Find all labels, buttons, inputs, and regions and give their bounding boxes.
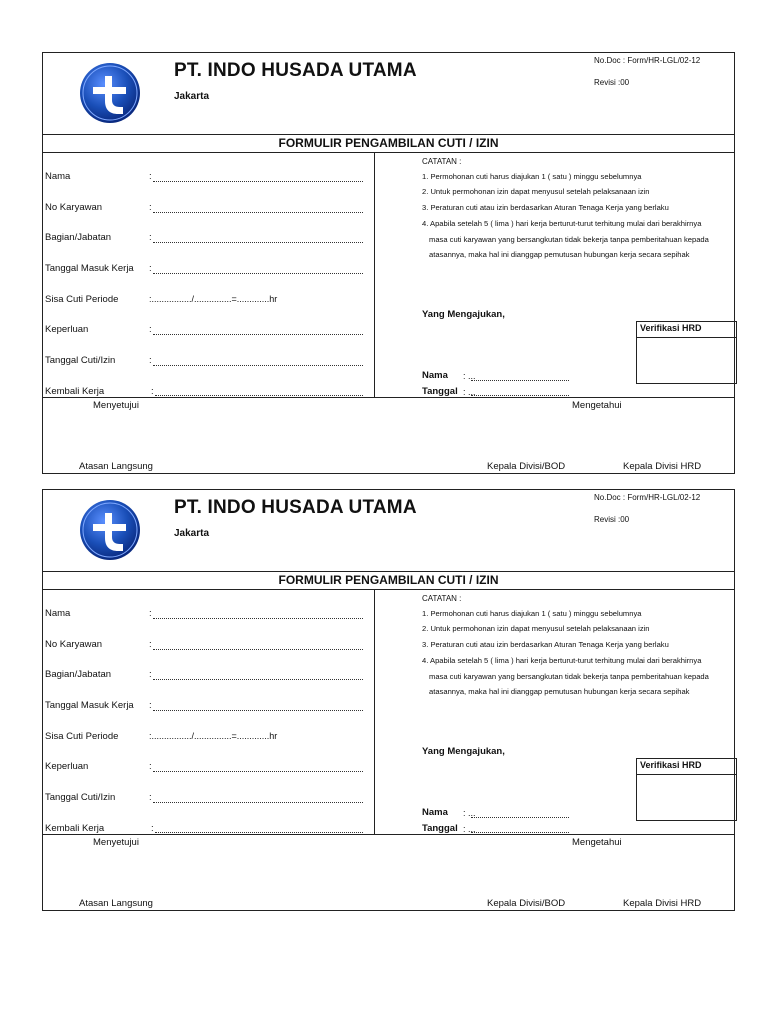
sisa-cuti-input[interactable]: :................/...............=.............hr xyxy=(149,731,278,741)
field-label-no-karyawan: No Karyawan xyxy=(45,202,103,213)
kembali-kerja-input-line[interactable] xyxy=(155,395,363,396)
applicant-nama-label: Nama xyxy=(422,807,448,818)
applicant-nama-colon: : ... xyxy=(463,808,476,818)
field-colon: : xyxy=(149,202,152,213)
company-logo-icon xyxy=(79,62,141,124)
tanggal-masuk-input-line[interactable] xyxy=(153,710,363,711)
doc-number: No.Doc : Form/HR-LGL/02-12 xyxy=(594,493,701,502)
field-colon: : xyxy=(149,700,152,711)
divider xyxy=(43,134,734,135)
field-colon: : xyxy=(151,823,154,834)
kepala-divisi-bod-signature[interactable]: Kepala Divisi/BOD xyxy=(487,898,566,909)
kepala-divisi-bod-signature[interactable]: Kepala Divisi/BOD xyxy=(487,461,566,472)
note-item: masa cuti karyawan yang bersangkutan tidak bekerja tanpa pemberitahuan kepada xyxy=(429,672,709,681)
tanggal-masuk-input-line[interactable] xyxy=(153,273,363,274)
catatan-title: CATATAN : xyxy=(422,594,462,603)
applicant-tanggal-label: Tanggal xyxy=(422,823,458,834)
kepala-divisi-hrd-signature[interactable]: Kepala Divisi HRD xyxy=(623,898,702,909)
field-label-bagian-jabatan: Bagian/Jabatan xyxy=(45,669,112,680)
field-colon: : xyxy=(149,792,152,803)
field-colon: : xyxy=(149,171,152,182)
field-label-tanggal-masuk-kerja: Tanggal Masuk Kerja xyxy=(45,700,134,711)
field-colon: : xyxy=(149,355,152,366)
applicant-nama-input-line[interactable] xyxy=(471,817,569,818)
field-label-tanggal-cuti: Tanggal Cuti/Izin xyxy=(45,355,116,366)
mengetahui-label: Mengetahui xyxy=(572,837,622,848)
verifikasi-hrd-box[interactable] xyxy=(636,758,737,821)
no-karyawan-input-line[interactable] xyxy=(153,212,363,213)
field-label-sisa-cuti: Sisa Cuti Periode xyxy=(45,294,119,305)
applicant-nama-label: Nama xyxy=(422,370,448,381)
field-label-nama: Nama xyxy=(45,171,71,182)
nama-input-line[interactable] xyxy=(153,181,363,182)
field-colon: : xyxy=(149,232,152,243)
leave-form xyxy=(42,489,735,911)
leave-form xyxy=(42,52,735,474)
field-colon: : xyxy=(149,324,152,335)
divider xyxy=(637,337,736,338)
field-colon: : xyxy=(149,761,152,772)
field-colon: : xyxy=(149,639,152,650)
applicant-tanggal-input-line[interactable] xyxy=(471,832,569,833)
field-colon: : xyxy=(149,263,152,274)
company-name: PT. INDO HUSADA UTAMA xyxy=(174,497,417,518)
company-name: PT. INDO HUSADA UTAMA xyxy=(174,60,417,81)
menyetujui-label: Menyetujui xyxy=(93,400,139,411)
applicant-nama-input-line[interactable] xyxy=(471,380,569,381)
field-colon: : xyxy=(149,608,152,619)
doc-revision: Revisi :00 xyxy=(594,78,630,87)
divider xyxy=(43,152,734,153)
field-colon: : xyxy=(149,669,152,680)
column-divider xyxy=(374,152,375,397)
note-item: 1. Permohonan cuti harus diajukan 1 ( satu ) minggu sebelumnya xyxy=(422,172,642,181)
field-colon: : xyxy=(151,386,154,397)
field-label-kembali-kerja: Kembali Kerja xyxy=(45,386,105,397)
kembali-kerja-input-line[interactable] xyxy=(155,832,363,833)
note-item: 1. Permohonan cuti harus diajukan 1 ( satu ) minggu sebelumnya xyxy=(422,609,642,618)
applicant-tanggal-colon: : ... xyxy=(463,824,476,834)
atasan-langsung-signature[interactable]: Atasan Langsung xyxy=(79,461,153,472)
field-label-bagian-jabatan: Bagian/Jabatan xyxy=(45,232,112,243)
tanggal-cuti-input-line[interactable] xyxy=(153,365,363,366)
doc-revision: Revisi :00 xyxy=(594,515,630,524)
field-label-tanggal-cuti: Tanggal Cuti/Izin xyxy=(45,792,116,803)
note-item: atasannya, maka hal ini dianggap pemutusan hubungan kerja secara sepihak xyxy=(429,250,690,259)
note-item: 4. Apabila setelah 5 ( lima ) hari kerja berturut-turut terhitung mulai dari berakhirnya xyxy=(422,219,702,228)
divider xyxy=(43,397,734,398)
company-city: Jakarta xyxy=(174,528,210,539)
keperluan-input-line[interactable] xyxy=(153,771,363,772)
kepala-divisi-hrd-signature[interactable]: Kepala Divisi HRD xyxy=(623,461,702,472)
divider xyxy=(637,774,736,775)
tanggal-cuti-input-line[interactable] xyxy=(153,802,363,803)
note-item: 2. Untuk permohonan izin dapat menyusul setelah pelaksanaan izin xyxy=(422,187,650,196)
applicant-nama-colon: : ... xyxy=(463,371,476,381)
company-logo-icon xyxy=(79,499,141,561)
keperluan-input-line[interactable] xyxy=(153,334,363,335)
field-label-no-karyawan: No Karyawan xyxy=(45,639,103,650)
applicant-tanggal-colon: : ... xyxy=(463,387,476,397)
catatan-title: CATATAN : xyxy=(422,157,462,166)
divider xyxy=(43,589,734,590)
applicant-tanggal-input-line[interactable] xyxy=(471,395,569,396)
no-karyawan-input-line[interactable] xyxy=(153,649,363,650)
yang-mengajukan-label: Yang Mengajukan, xyxy=(422,746,505,757)
menyetujui-label: Menyetujui xyxy=(93,837,139,848)
field-label-tanggal-masuk-kerja: Tanggal Masuk Kerja xyxy=(45,263,134,274)
field-label-sisa-cuti: Sisa Cuti Periode xyxy=(45,731,119,742)
column-divider xyxy=(374,589,375,834)
note-item: 3. Peraturan cuti atau izin berdasarkan Aturan Tenaga Kerja yang berlaku xyxy=(422,640,669,649)
verifikasi-hrd-label: Verifikasi HRD xyxy=(640,760,702,770)
mengetahui-label: Mengetahui xyxy=(572,400,622,411)
bagian-jabatan-input-line[interactable] xyxy=(153,679,363,680)
note-item: 4. Apabila setelah 5 ( lima ) hari kerja berturut-turut terhitung mulai dari berakhirnya xyxy=(422,656,702,665)
verifikasi-hrd-label: Verifikasi HRD xyxy=(640,323,702,333)
sisa-cuti-input[interactable]: :................/...............=.............hr xyxy=(149,294,278,304)
doc-number: No.Doc : Form/HR-LGL/02-12 xyxy=(594,56,701,65)
atasan-langsung-signature[interactable]: Atasan Langsung xyxy=(79,898,153,909)
verifikasi-hrd-box[interactable] xyxy=(636,321,737,384)
divider xyxy=(43,571,734,572)
nama-input-line[interactable] xyxy=(153,618,363,619)
form-title: FORMULIR PENGAMBILAN CUTI / IZIN xyxy=(278,573,499,587)
yang-mengajukan-label: Yang Mengajukan, xyxy=(422,309,505,320)
field-label-kembali-kerja: Kembali Kerja xyxy=(45,823,105,834)
form-title: FORMULIR PENGAMBILAN CUTI / IZIN xyxy=(278,136,499,150)
note-item: atasannya, maka hal ini dianggap pemutusan hubungan kerja secara sepihak xyxy=(429,687,690,696)
note-item: 2. Untuk permohonan izin dapat menyusul setelah pelaksanaan izin xyxy=(422,624,650,633)
note-item: 3. Peraturan cuti atau izin berdasarkan Aturan Tenaga Kerja yang berlaku xyxy=(422,203,669,212)
field-label-keperluan: Keperluan xyxy=(45,324,89,335)
applicant-tanggal-label: Tanggal xyxy=(422,386,458,397)
company-city: Jakarta xyxy=(174,91,210,102)
bagian-jabatan-input-line[interactable] xyxy=(153,242,363,243)
note-item: masa cuti karyawan yang bersangkutan tidak bekerja tanpa pemberitahuan kepada xyxy=(429,235,709,244)
field-label-nama: Nama xyxy=(45,608,71,619)
field-label-keperluan: Keperluan xyxy=(45,761,89,772)
divider xyxy=(43,834,734,835)
